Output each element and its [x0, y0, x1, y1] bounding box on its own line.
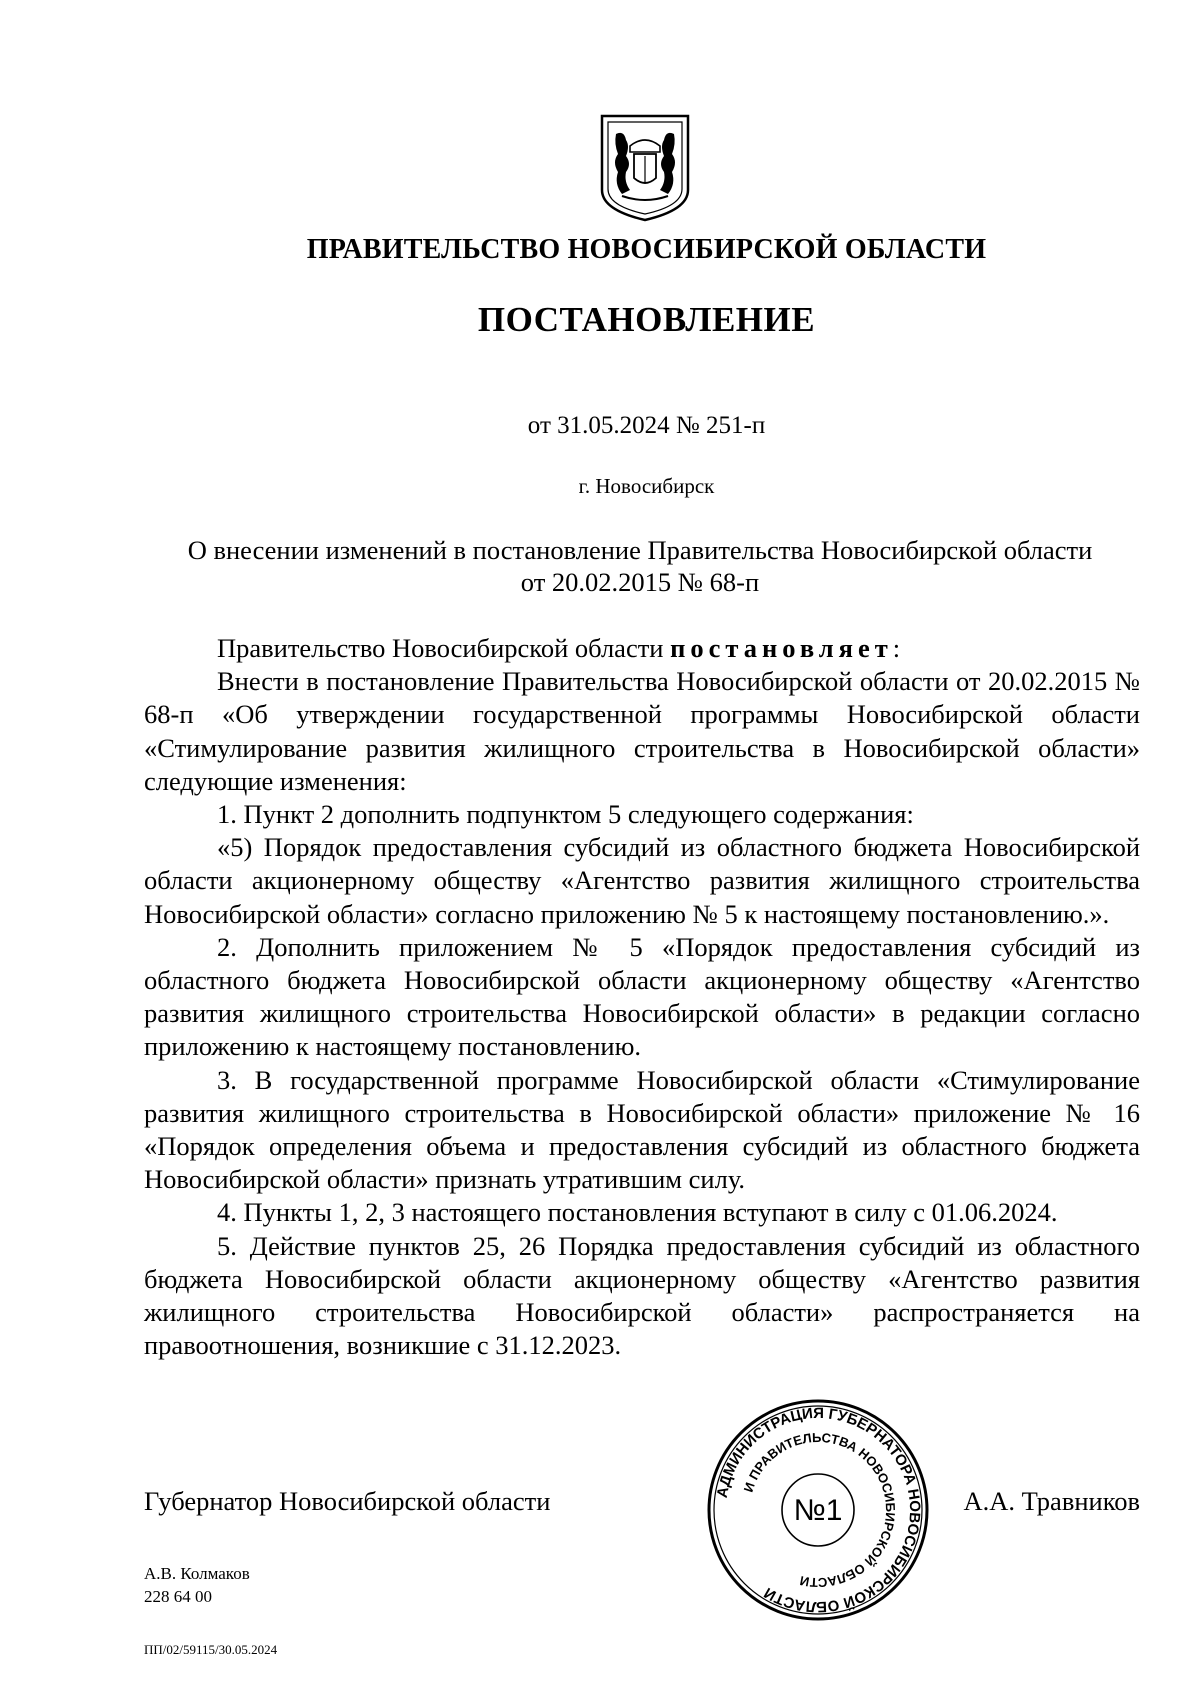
- item-1-quote: «5) Порядок предоставления субсидий из областного бюджета Новосибирской области акционерному обществу «Агентство развития жилищного строительства Новосибирской области» согласно приложению № 5 к настоящему постановлению.».: [144, 832, 1140, 929]
- intro-prefix: Правительство Новосибирской области: [217, 633, 671, 663]
- seal-outer-text: АДМИНИСТРАЦИЯ ГУБЕРНАТОРА НОВОСИБИРСКОЙ ОБЛАСТИ: [713, 1404, 924, 1616]
- intro-suffix: :: [892, 633, 901, 663]
- item-3: 3. В государственной программе Новосибирской области «Стимулирование развития жилищного строительства в Новосибирской области» приложение № 16 «Порядок определения объема и предоставления субсидий из областного бюджета Новосибирской области» признать утратившим силу.: [144, 1064, 1140, 1195]
- subject-line-2: от 20.02.2015 № 68-п: [520, 567, 760, 597]
- document-subject: [140, 534, 1140, 598]
- coat-of-arms-emblem: [596, 112, 694, 224]
- city-line: г. Новосибирск: [578, 474, 715, 498]
- item-4: 4. Пункты 1, 2, 3 настоящего постановления вступают в силу с 01.06.2024.: [217, 1197, 1058, 1228]
- executor-phone: 228 64 00: [144, 1587, 212, 1606]
- item-2: 2. Дополнить приложением № 5 «Порядок предоставления субсидий из областного бюджета Новосибирской области акционерному обществу «Агентство развития жилищного строительства Новосибирской области» в редакции согласно приложению к настоящему постановлению.: [144, 931, 1140, 1062]
- document-type-title: ПОСТАНОВЛЕНИЕ: [477, 300, 816, 339]
- subject-line-1: О внесении изменений в постановление Правительства Новосибирской области: [187, 535, 1093, 565]
- intro-paragraph: [144, 632, 1140, 665]
- official-seal: [706, 1398, 930, 1622]
- item-5: 5. Действие пунктов 25, 26 Порядка предоставления субсидий из областного бюджета Новосибирской области акционерному обществу «Агентство развития жилищного строительства Новосибирской области» распространяется на правоотношения, возникшие с 31.12.2023.: [144, 1230, 1140, 1361]
- preamble-paragraph: Внести в постановление Правительства Новосибирской области от 20.02.2015 № 68-п «Об утверждении государственной программы Новосибирской области «Стимулирование развития жилищного строительства в Новосибирской области» следующие изменения:: [144, 666, 1140, 796]
- intro-verb: постановляет: [670, 633, 893, 663]
- signatory-position: Губернатор Новосибирской области: [144, 1486, 551, 1516]
- signatory-name: А.А. Травников: [963, 1486, 1140, 1516]
- organization-title: ПРАВИТЕЛЬСТВО НОВОСИБИРСКОЙ ОБЛАСТИ: [306, 234, 987, 265]
- item-1: 1. Пункт 2 дополнить подпунктом 5 следующего содержания:: [217, 799, 914, 830]
- seal-number: №1: [793, 1494, 843, 1527]
- executor-block: [144, 1562, 250, 1608]
- document-body: [144, 632, 1140, 1362]
- date-and-number: от 31.05.2024 № 251-п: [527, 412, 766, 439]
- seal-inner-text: И ПРАВИТЕЛЬСТВА НОВОСИБИРСКОЙ ОБЛАСТИ: [740, 1429, 899, 1591]
- registration-number: ПП/02/59115/30.05.2024: [144, 1642, 278, 1657]
- executor-name: А.В. Колмаков: [144, 1564, 250, 1583]
